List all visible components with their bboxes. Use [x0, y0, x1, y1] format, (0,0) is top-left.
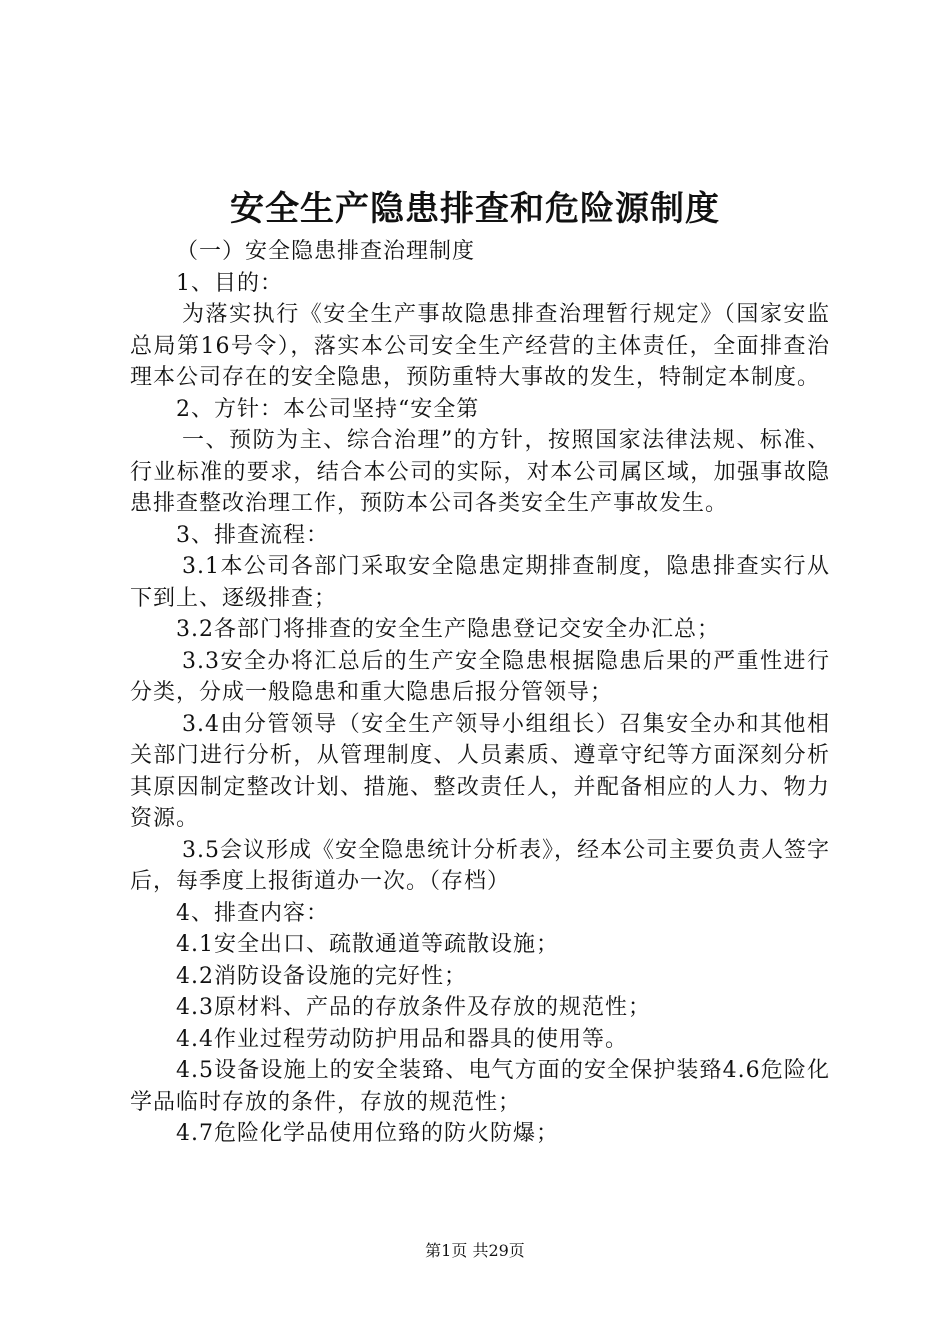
paragraph: 1、目的： — [176, 270, 283, 296]
paragraph: 2、方针：本公司坚持“安全第 — [176, 396, 480, 422]
paragraph: 4.3原材料、产品的存放条件及存放的规范性； — [176, 995, 651, 1020]
document-body — [130, 236, 830, 1150]
section-heading: （一）安全隐患排查治理制度 — [176, 239, 476, 264]
paragraph: 3.1本公司各部门采取安全隐患定期排查制度，隐患排查实行从下到上、逐级排查； — [130, 554, 830, 611]
page-number: 第1页 共29页 — [425, 1241, 525, 1260]
paragraph: 3.3安全办将汇总后的生产安全隐患根据隐患后果的严重性进行分类，分成一般隐患和重大隐患后报分管领导； — [130, 648, 830, 705]
paragraph: 为落实执行《安全生产事故隐患排查治理暂行规定》（国家安监总局第16号令），落实本公司安全生产经营的主体责任，全面排查治理本公司存在的安全隐患，预防重特大事故的发生，特制定本制度。 — [130, 302, 830, 390]
paragraph: 4.5设备设施上的安全装臵、电气方面的安全保护装臵4.6危险化学品临时存放的条件，存放的规范性； — [130, 1058, 830, 1115]
paragraph: 3.5会议形成《安全隐患统计分析表》，经本公司主要负责人签字后，每季度上报街道办一次。（存档） — [130, 837, 830, 894]
paragraph: 3.2各部门将排查的安全生产隐患登记交安全办汇总； — [176, 617, 720, 642]
document-title: 安全生产隐患排查和危险源制度 — [230, 189, 720, 229]
paragraph: 4、排查内容： — [176, 900, 329, 926]
paragraph: 一、预防为主、综合治理”的方针，按照国家法律法规、标准、行业标准的要求，结合本公司的实际，对本公司属区域，加强事故隐患排查整改治理工作，预防本公司各类安全生产事故发生。 — [130, 428, 830, 516]
paragraph: 3.4由分管领导（安全生产领导小组组长）召集安全办和其他相关部门进行分析，从管理制度、人员素质、遵章守纪等方面深刻分析其原因制定整改计划、措施、整改责任人，并配备相应的人力、物力资源。 — [130, 711, 830, 831]
paragraph: 4.2消防设备设施的完好性； — [176, 963, 467, 989]
paragraph: 4.4作业过程劳动防护用品和器具的使用等。 — [176, 1026, 628, 1052]
paragraph: 4.1安全出口、疏散通道等疏散设施； — [176, 932, 559, 957]
paragraph: 4.7危险化学品使用位臵的防火防爆； — [176, 1121, 559, 1146]
paragraph: 3、排查流程： — [176, 522, 329, 548]
